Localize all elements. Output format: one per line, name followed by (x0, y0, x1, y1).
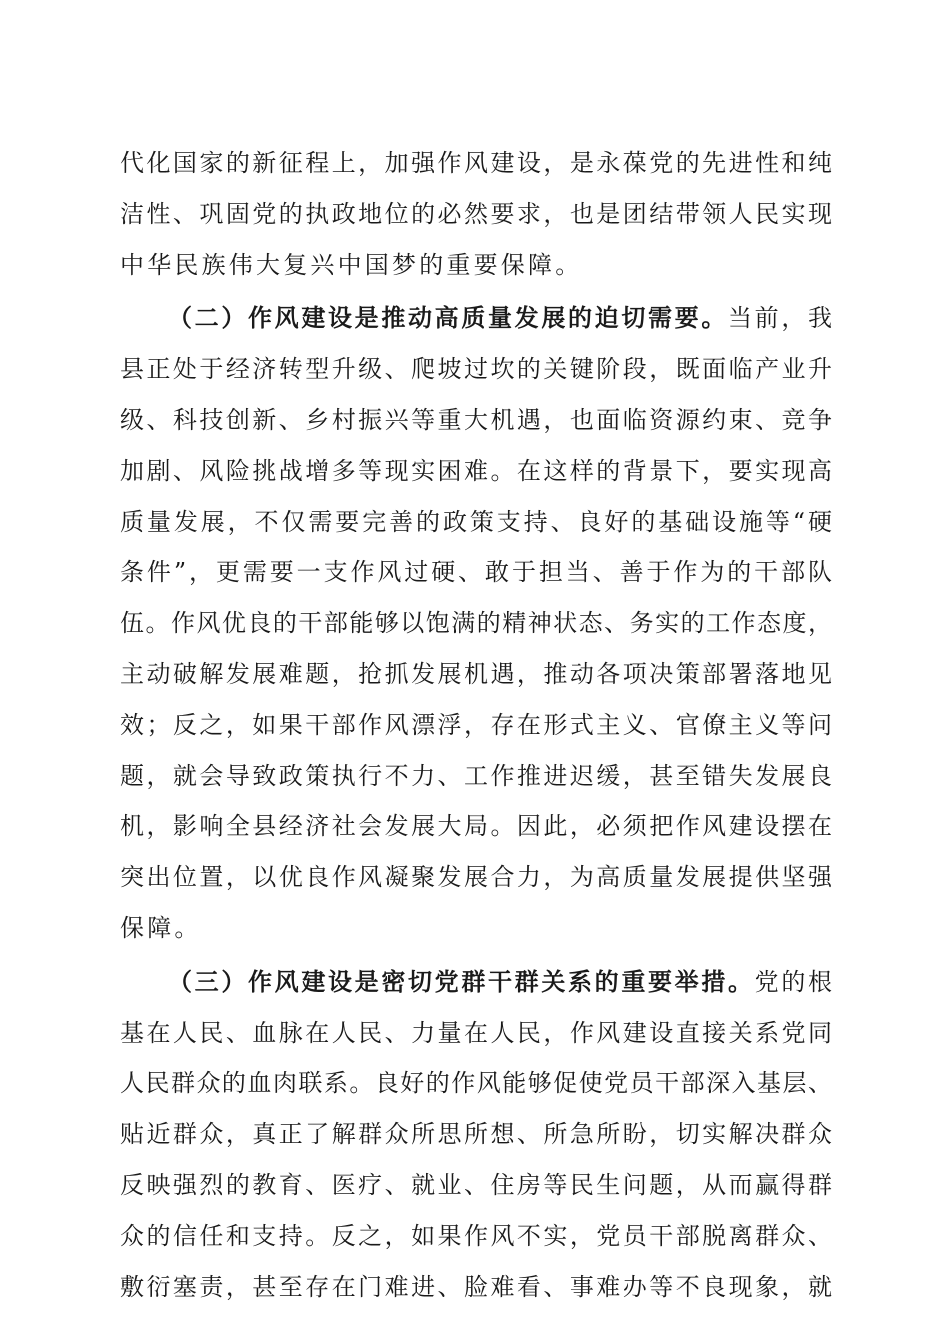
section-heading-2: （二）作风建设是推动高质量发展的迫切需要。 (168, 303, 728, 333)
text-line: 县正处于经济转型升级、爬坡过坎的关键阶段，既面临产业升 (120, 355, 832, 384)
text-line: 加剧、风险挑战增多等现实困难。在这样的背景下，要实现高 (120, 456, 832, 485)
text-line: 众的信任和支持。反之，如果作风不实，党员干部脱离群众、 (120, 1221, 832, 1250)
text-line: 中华民族伟大复兴中国梦的重要保障。 (120, 250, 583, 279)
text-line: 突出位置，以优良作风凝聚发展合力，为高质量发展提供坚强 (120, 863, 832, 892)
text-line-first (120, 957, 832, 1008)
text-line: 机，影响全县经济社会发展大局。因此，必须把作风建设摆在 (120, 812, 832, 841)
text-line: 题，就会导致政策执行不力、工作推进迟缓，甚至错失发展良 (120, 761, 832, 790)
text-line: 反映强烈的教育、医疗、就业、住房等民生问题，从而赢得群 (120, 1170, 832, 1199)
text-line: 效；反之，如果干部作风漂浮，存在形式主义、官僚主义等问 (120, 710, 832, 739)
text-line: 主动破解发展难题，抢抓发展机遇，推动各项决策部署落地见 (120, 659, 832, 688)
text-run: 党的根 (754, 967, 833, 996)
text-line: 级、科技创新、乡村振兴等重大机遇，也面临资源约束、竞争 (120, 405, 832, 434)
paragraph-2 (120, 293, 832, 953)
text-line: 敷衍塞责，甚至存在门难进、脸难看、事难办等不良现象，就 (120, 1272, 832, 1301)
paragraph-1 (120, 138, 832, 290)
text-line: 贴近群众，真正了解群众所思所想、所急所盼，切实解决群众 (120, 1120, 832, 1149)
text-line: 人民群众的血肉联系。良好的作风能够促使党员干部深入基层、 (120, 1069, 832, 1098)
text-line-first (120, 293, 832, 344)
text-line: 条件”，更需要一支作风过硬、敢于担当、善于作为的干部队 (120, 558, 832, 587)
document-body (120, 138, 832, 1312)
text-line: 洁性、巩固党的执政地位的必然要求，也是团结带领人民实现 (120, 199, 832, 228)
text-line: 质量发展，不仅需要完善的政策支持、良好的基础设施等“硬 (120, 507, 832, 536)
text-line: 保障。 (120, 913, 202, 942)
text-line: 伍。作风优良的干部能够以饱满的精神状态、务实的工作态度， (120, 609, 832, 638)
text-run: 当前，我 (728, 304, 832, 333)
text-line: 基在人民、血脉在人民、力量在人民，作风建设直接关系党同 (120, 1018, 832, 1047)
text-line: 代化国家的新征程上，加强作风建设，是永葆党的先进性和纯 (120, 149, 832, 177)
section-heading-3: （三）作风建设是密切党群干群关系的重要举措。 (168, 966, 755, 996)
paragraph-3 (120, 957, 832, 1313)
